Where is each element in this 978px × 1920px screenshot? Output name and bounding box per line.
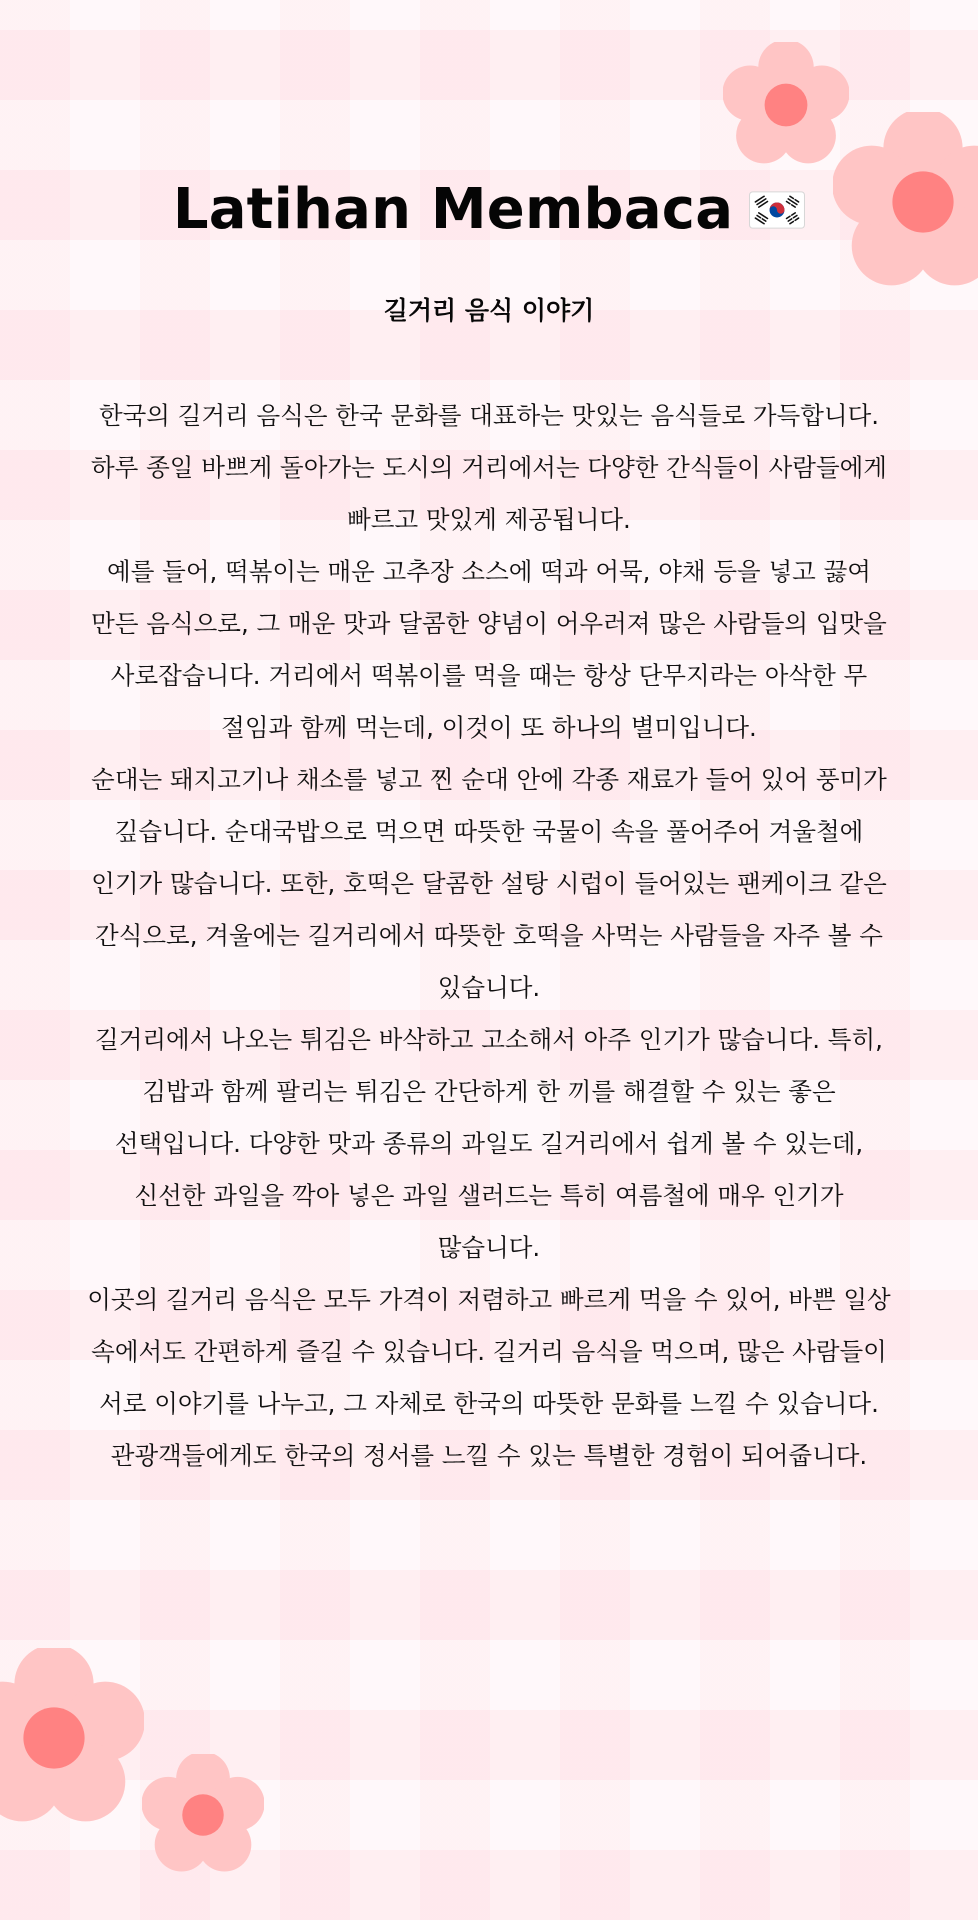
article-paragraph-4: 길거리에서 나오는 튀김은 바삭하고 고소해서 아주 인기가 많습니다. 특히, 김밥과 함께 팔리는 튀김은 간단하게 한 끼를 해결할 수 있는 좋은 선택입니다. 다양한 맛과 종류의 과일도 길거리에서 쉽게 볼 수 있는데, 신선한 과일을 깍아 넣은 과일 샐러드는 특히 여름철에 매우 인기가 많습니다. [95, 1025, 883, 1262]
reading-article [86, 390, 892, 1482]
page-title: Latihan Membaca [172, 177, 734, 242]
article-paragraph-1: 한국의 길거리 음식은 한국 문화를 대표하는 맛있는 음식들로 가득합니다. 하루 종일 바쁘게 돌아가는 도시의 거리에서는 다양한 간식들이 사람들에게 빠르고 맛있게 제공됩니다. [91, 401, 887, 534]
south-korea-flag-icon [749, 190, 805, 230]
article-paragraph-2: 예를 들어, 떡볶이는 매운 고추장 소스에 떡과 어묵, 야채 등을 넣고 끓여 만든 음식으로, 그 매운 맛과 달콤한 양념이 어우러져 많은 사람들의 입맛을 사로잡습니다. 거리에서 떡볶이를 먹을 때는 항상 단무지라는 아삭한 무 절임과 함께 먹는데, 이것이 또 하나의 별미입니다. [91, 557, 887, 742]
article-paragraph-3: 순대는 돼지고기나 채소를 넣고 찐 순대 안에 각종 재료가 들어 있어 풍미가 깊습니다. 순대국밥으로 먹으면 따뜻한 국물이 속을 풀어주어 겨울철에 인기가 많습니다. 또한, 호떡은 달콤한 설탕 시럽이 들어있는 팬케이크 같은 간식으로, 겨울에는 길거리에서 따뜻한 호떡을 사먹는 사람들을 자주 볼 수 있습니다. [91, 765, 887, 1002]
article-paragraph-5: 이곳의 길거리 음식은 모두 가격이 저렴하고 빠르게 먹을 수 있어, 바쁜 일상 속에서도 간편하게 즐길 수 있습니다. 길거리 음식을 먹으며, 많은 사람들이 서로 이야기를 나누고, 그 자체로 한국의 따뜻한 문화를 느낄 수 있습니다. 관광객들에게도 한국의 정서를 느낄 수 있는 특별한 경험이 되어줍니다. [87, 1285, 891, 1470]
article-subtitle: 길거리 음식 이야기 [383, 296, 595, 325]
title-row [0, 173, 978, 247]
